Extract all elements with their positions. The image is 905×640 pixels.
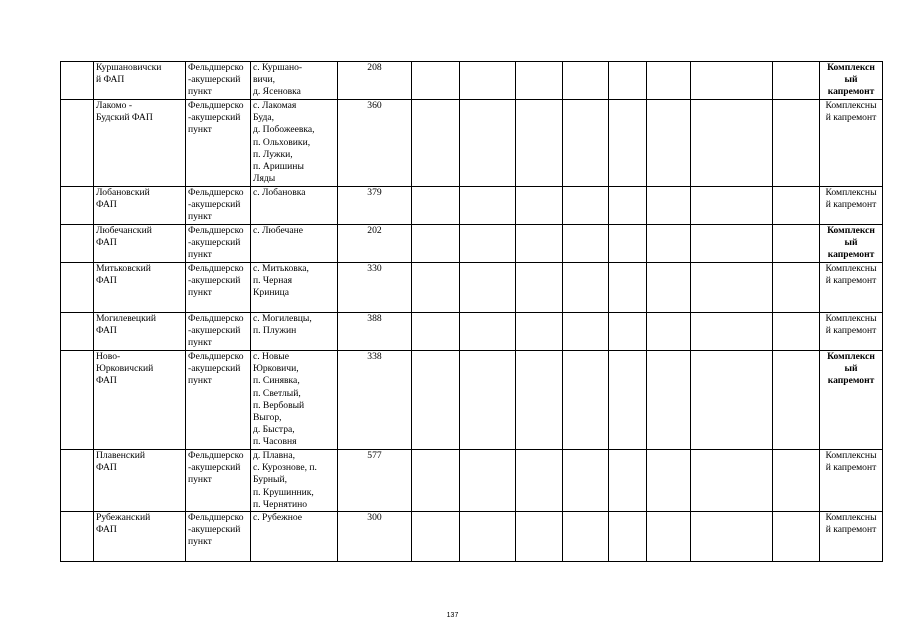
empty-cell xyxy=(691,512,773,562)
table-row xyxy=(61,351,883,450)
settlements-cell: с. Новые Юрковичи, п. Синявка, п. Светлый, п. Вербовый Выгор, д. Быстра, п. Часовня xyxy=(251,351,338,450)
empty-cell xyxy=(516,263,563,313)
facility-type-cell: Фельдшерско -акушерский пункт xyxy=(186,512,251,562)
empty-cell xyxy=(563,351,609,450)
empty-cell xyxy=(691,62,773,100)
facility-type-cell: Фельдшерско -акушерский пункт xyxy=(186,450,251,512)
remark-cell: Комплексн ый капремонт xyxy=(820,62,883,100)
row-number-cell xyxy=(61,263,94,313)
empty-cell xyxy=(412,313,460,351)
empty-cell xyxy=(412,187,460,225)
facility-type-cell: Фельдшерско -акушерский пункт xyxy=(186,263,251,313)
empty-cell xyxy=(516,62,563,100)
empty-cell xyxy=(563,62,609,100)
empty-cell xyxy=(609,450,647,512)
facility-name-cell: Лакомо - Будский ФАП xyxy=(94,100,186,187)
table-body xyxy=(61,62,883,562)
empty-cell xyxy=(412,263,460,313)
settlements-cell: с. Лобановка xyxy=(251,187,338,225)
empty-cell xyxy=(647,450,691,512)
row-number-cell xyxy=(61,187,94,225)
population-cell: 338 xyxy=(338,351,412,450)
empty-cell xyxy=(516,100,563,187)
settlements-cell: с. Митьковка, п. Черная Криница xyxy=(251,263,338,313)
facility-name-cell: Рубежанский ФАП xyxy=(94,512,186,562)
settlements-cell: с. Любечане xyxy=(251,225,338,263)
table-row xyxy=(61,187,883,225)
empty-cell xyxy=(647,187,691,225)
table-row xyxy=(61,450,883,512)
remark-cell: Комплексны й капремонт xyxy=(820,263,883,313)
table-row xyxy=(61,62,883,100)
table-row xyxy=(61,512,883,562)
population-cell: 360 xyxy=(338,100,412,187)
empty-cell xyxy=(460,225,516,263)
remark-cell: Комплексны й капремонт xyxy=(820,450,883,512)
empty-cell xyxy=(460,187,516,225)
empty-cell xyxy=(773,351,820,450)
empty-cell xyxy=(563,263,609,313)
facility-type-cell: Фельдшерско -акушерский пункт xyxy=(186,187,251,225)
population-cell: 202 xyxy=(338,225,412,263)
empty-cell xyxy=(773,100,820,187)
facility-type-cell: Фельдшерско -акушерский пункт xyxy=(186,100,251,187)
empty-cell xyxy=(516,512,563,562)
empty-cell xyxy=(691,263,773,313)
facility-name-cell: Лобановский ФАП xyxy=(94,187,186,225)
row-number-cell xyxy=(61,512,94,562)
remark-cell: Комплексны й капремонт xyxy=(820,313,883,351)
facility-type-cell: Фельдшерско -акушерский пункт xyxy=(186,225,251,263)
empty-cell xyxy=(412,225,460,263)
empty-cell xyxy=(412,62,460,100)
empty-cell xyxy=(691,450,773,512)
population-cell: 300 xyxy=(338,512,412,562)
population-cell: 330 xyxy=(338,263,412,313)
empty-cell xyxy=(516,351,563,450)
empty-cell xyxy=(516,450,563,512)
row-number-cell xyxy=(61,62,94,100)
settlements-cell: с. Куршано- вичи, д. Ясеновка xyxy=(251,62,338,100)
empty-cell xyxy=(609,313,647,351)
population-cell: 208 xyxy=(338,62,412,100)
empty-cell xyxy=(691,187,773,225)
empty-cell xyxy=(773,225,820,263)
empty-cell xyxy=(647,351,691,450)
empty-cell xyxy=(609,351,647,450)
empty-cell xyxy=(609,62,647,100)
empty-cell xyxy=(412,512,460,562)
empty-cell xyxy=(563,100,609,187)
empty-cell xyxy=(412,351,460,450)
settlements-cell: д. Плавна, с. Курознове, п. Бурный, п. Крушинник, п. Чернятино xyxy=(251,450,338,512)
empty-cell xyxy=(773,187,820,225)
row-number-cell xyxy=(61,100,94,187)
empty-cell xyxy=(691,100,773,187)
empty-cell xyxy=(609,225,647,263)
empty-cell xyxy=(516,225,563,263)
empty-cell xyxy=(647,62,691,100)
empty-cell xyxy=(773,263,820,313)
population-cell: 577 xyxy=(338,450,412,512)
empty-cell xyxy=(691,313,773,351)
settlements-cell: с. Рубежное xyxy=(251,512,338,562)
empty-cell xyxy=(691,225,773,263)
empty-cell xyxy=(647,225,691,263)
table-row xyxy=(61,313,883,351)
empty-cell xyxy=(773,313,820,351)
empty-cell xyxy=(609,100,647,187)
row-number-cell xyxy=(61,351,94,450)
facility-name-cell: Куршановичски й ФАП xyxy=(94,62,186,100)
table-row xyxy=(61,100,883,187)
empty-cell xyxy=(460,351,516,450)
empty-cell xyxy=(460,100,516,187)
empty-cell xyxy=(563,512,609,562)
row-number-cell xyxy=(61,225,94,263)
facility-name-cell: Ново- Юрковичский ФАП xyxy=(94,351,186,450)
remark-cell: Комплексн ый капремонт xyxy=(820,351,883,450)
empty-cell xyxy=(516,313,563,351)
row-number-cell xyxy=(61,450,94,512)
facilities-table xyxy=(60,61,883,562)
empty-cell xyxy=(609,187,647,225)
empty-cell xyxy=(773,512,820,562)
empty-cell xyxy=(609,263,647,313)
empty-cell xyxy=(460,263,516,313)
empty-cell xyxy=(647,100,691,187)
population-cell: 388 xyxy=(338,313,412,351)
empty-cell xyxy=(647,263,691,313)
settlements-cell: с. Могилевцы, п. Плужин xyxy=(251,313,338,351)
page-number: 137 xyxy=(446,612,459,619)
empty-cell xyxy=(563,313,609,351)
empty-cell xyxy=(563,225,609,263)
empty-cell xyxy=(412,450,460,512)
empty-cell xyxy=(412,100,460,187)
empty-cell xyxy=(773,450,820,512)
facility-name-cell: Плавенский ФАП xyxy=(94,450,186,512)
table-row xyxy=(61,263,883,313)
remark-cell: Комплексны й капремонт xyxy=(820,512,883,562)
remark-cell: Комплексны й капремонт xyxy=(820,187,883,225)
empty-cell xyxy=(773,62,820,100)
settlements-cell: с. Лакомая Буда, д. Побожеевка, п. Ольховики, п. Лужки, п. Аришины Ляды xyxy=(251,100,338,187)
empty-cell xyxy=(647,512,691,562)
facility-type-cell: Фельдшерско -акушерский пункт xyxy=(186,62,251,100)
empty-cell xyxy=(460,313,516,351)
remark-cell: Комплексны й капремонт xyxy=(820,100,883,187)
empty-cell xyxy=(516,187,563,225)
table-row xyxy=(61,225,883,263)
row-number-cell xyxy=(61,313,94,351)
facility-name-cell: Любечанский ФАП xyxy=(94,225,186,263)
empty-cell xyxy=(691,351,773,450)
facility-name-cell: Митьковский ФАП xyxy=(94,263,186,313)
empty-cell xyxy=(647,313,691,351)
empty-cell xyxy=(609,512,647,562)
population-cell: 379 xyxy=(338,187,412,225)
empty-cell xyxy=(563,450,609,512)
empty-cell xyxy=(460,62,516,100)
facility-type-cell: Фельдшерско -акушерский пункт xyxy=(186,351,251,450)
empty-cell xyxy=(563,187,609,225)
empty-cell xyxy=(460,450,516,512)
facility-type-cell: Фельдшерско -акушерский пункт xyxy=(186,313,251,351)
remark-cell: Комплексн ый капремонт xyxy=(820,225,883,263)
facility-name-cell: Могилевецкий ФАП xyxy=(94,313,186,351)
empty-cell xyxy=(460,512,516,562)
